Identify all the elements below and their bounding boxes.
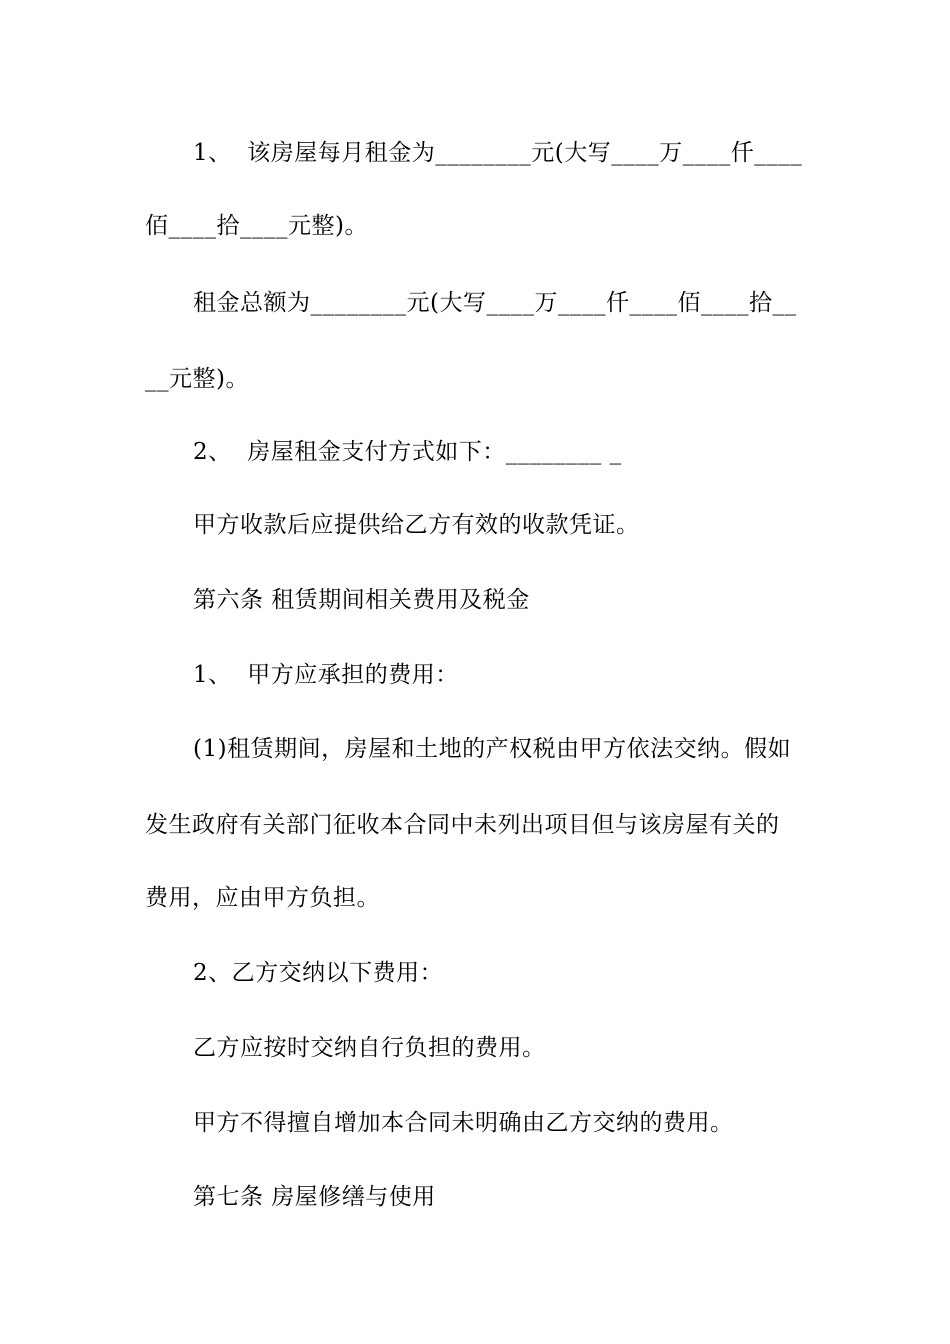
- article-six-heading: 第六条 租赁期间相关费用及税金: [193, 587, 530, 613]
- property-tax-line-1: (1)租赁期间，房屋和土地的产权税由甲方依法交纳。假如: [193, 736, 792, 762]
- party-b-fees-heading: 2、乙方交纳以下费用：: [193, 960, 444, 986]
- rent-total-line-2: __元整)。: [145, 366, 249, 392]
- property-tax-line-3: 费用，应由甲方负担。: [145, 885, 380, 911]
- rent-monthly-line-1: 1、 该房屋每月租金为________元(大写____万____仟____: [193, 140, 803, 166]
- rent-total-line-1: 租金总额为________元(大写____万____仟____佰____拾__: [193, 290, 797, 316]
- party-b-fees-line: 乙方应按时交纳自行负担的费用。: [193, 1035, 546, 1061]
- rent-monthly-line-2: 佰____拾____元整)。: [145, 213, 368, 239]
- property-tax-line-2: 发生政府有关部门征收本合同中未列出项目但与该房屋有关的: [145, 812, 780, 838]
- party-a-fees-heading: 1、 甲方应承担的费用：: [193, 662, 459, 688]
- receipt-line: 甲方收款后应提供给乙方有效的收款凭证。: [193, 512, 640, 538]
- payment-method-line: 2、 房屋租金支付方式如下：________ _: [193, 439, 622, 465]
- no-extra-fees-line: 甲方不得擅自增加本合同未明确由乙方交纳的费用。: [193, 1110, 734, 1136]
- article-seven-heading: 第七条 房屋修缮与使用: [193, 1184, 436, 1210]
